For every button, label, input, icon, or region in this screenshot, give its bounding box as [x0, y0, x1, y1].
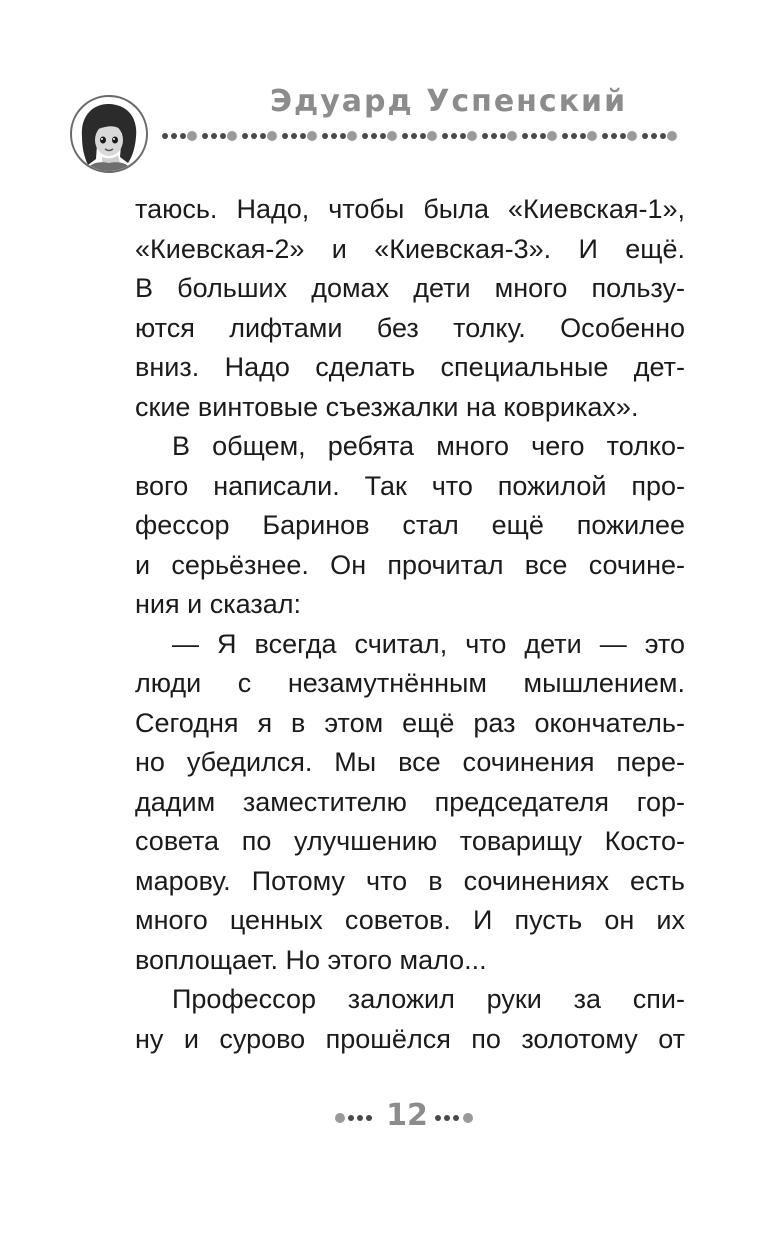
text-line: много ценных советов. И пусть он их	[135, 905, 685, 935]
large-grey-dot	[467, 131, 477, 141]
large-grey-dot	[347, 131, 357, 141]
small-dark-dot	[202, 133, 208, 139]
small-dark-dot	[211, 133, 217, 139]
small-dark-dot	[371, 133, 377, 139]
large-grey-dot	[587, 131, 597, 141]
text-line: совета по улучшению товарищу Косто-	[135, 826, 685, 856]
small-dark-dot	[660, 133, 666, 139]
small-dark-dot	[602, 133, 608, 139]
large-grey-dot	[507, 131, 517, 141]
large-grey-dot	[627, 131, 637, 141]
small-dark-dot	[642, 133, 648, 139]
small-dark-dot	[531, 133, 537, 139]
text-line: В общем, ребята много чего толко-	[172, 431, 685, 461]
small-dark-dot	[340, 133, 346, 139]
small-dark-dot	[580, 133, 586, 139]
text-line: и серьёзнее. Он прочитал все сочине-	[135, 549, 685, 580]
large-grey-dot	[187, 131, 197, 141]
text-line: Профессор заложил руки за спи-	[172, 984, 685, 1014]
small-dark-dot	[402, 133, 408, 139]
large-grey-dot	[227, 131, 237, 141]
text-line: ну и сурово прошёлся по золотому от	[135, 1023, 685, 1054]
text-line: фессор Баринов стал ещё пожилее	[135, 510, 685, 540]
small-dark-dot	[220, 133, 226, 139]
small-dark-dot	[482, 133, 488, 139]
page-header	[0, 0, 768, 200]
small-dark-dot	[291, 133, 297, 139]
text-line: вниз. Надо сделать специальные дет-	[135, 352, 685, 382]
large-grey-dot	[547, 131, 557, 141]
text-line: таюсь. Надо, чтобы была «Киевская-1»,	[135, 194, 685, 224]
text-line: дадим заместителю председателя гор-	[135, 786, 685, 817]
small-dark-dot	[260, 133, 266, 139]
small-dark-dot	[562, 133, 568, 139]
small-dark-dot	[540, 133, 546, 139]
author-name: Эдуард Успенский	[270, 84, 628, 119]
body-text	[135, 190, 685, 1059]
small-dark-dot	[420, 133, 426, 139]
small-dark-dot	[522, 133, 528, 139]
girl-portrait-icon	[70, 95, 148, 173]
decorative-dot-row	[160, 129, 690, 143]
small-dark-dot	[162, 133, 168, 139]
text-line: марову. Потому что в сочинениях есть	[135, 865, 685, 896]
decorative-dots-left	[334, 1111, 380, 1125]
small-dark-dot	[331, 133, 337, 139]
small-dark-dot	[362, 133, 368, 139]
small-dark-dot	[411, 133, 417, 139]
page-number: 12	[386, 1098, 428, 1133]
large-grey-dot	[427, 131, 437, 141]
small-dark-dot	[620, 133, 626, 139]
large-grey-dot	[387, 131, 397, 141]
small-dark-dot	[611, 133, 617, 139]
small-dark-dot	[651, 133, 657, 139]
small-dark-dot	[500, 133, 506, 139]
text-line: вого написали. Так что пожилой про-	[135, 470, 685, 501]
text-line: ния и сказал:	[135, 589, 301, 619]
text-line: воплощает. Но этого мало...	[135, 944, 487, 975]
small-dark-dot	[571, 133, 577, 139]
small-dark-dot	[282, 133, 288, 139]
text-line: ются лифтами без толку. Особенно	[135, 312, 685, 343]
small-dark-dot	[491, 133, 497, 139]
text-line: «Киевская-2» и «Киевская-3». И ещё.	[135, 233, 685, 264]
small-dark-dot	[380, 133, 386, 139]
large-grey-dot	[267, 131, 277, 141]
text-line: — Я всегда считал, что дети — это	[172, 628, 685, 659]
small-dark-dot	[242, 133, 248, 139]
text-line: Сегодня я в этом ещё раз окончатель-	[135, 707, 685, 738]
small-dark-dot	[451, 133, 457, 139]
small-dark-dot	[180, 133, 186, 139]
small-dark-dot	[460, 133, 466, 139]
small-dark-dot	[251, 133, 257, 139]
text-line: ские винтовые съезжалки на ковриках».	[135, 391, 639, 422]
text-line: но убедился. Мы все сочинения пере-	[135, 747, 685, 777]
large-grey-dot	[667, 131, 677, 141]
text-line: люди с незамутнённым мышлением.	[135, 668, 685, 698]
large-grey-dot	[307, 131, 317, 141]
small-dark-dot	[300, 133, 306, 139]
text-line: В больших домах дети много пользу-	[135, 273, 685, 303]
page-footer	[0, 1098, 768, 1138]
small-dark-dot	[171, 133, 177, 139]
small-dark-dot	[442, 133, 448, 139]
small-dark-dot	[322, 133, 328, 139]
decorative-dots-right	[432, 1111, 478, 1125]
